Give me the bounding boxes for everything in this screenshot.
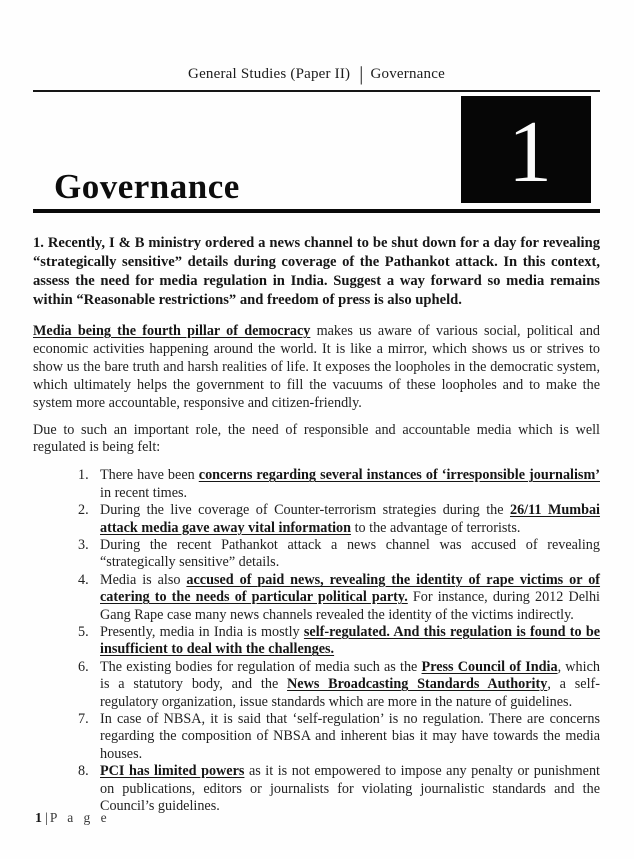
- chapter-number-box: [461, 96, 591, 203]
- list-item-text: There have been concerns regarding several instances of ‘irresponsible journalism’ in recent times.: [100, 467, 600, 501]
- list-item: [78, 659, 600, 711]
- list-item-number: 8.: [78, 763, 89, 780]
- list-item-number: 3.: [78, 536, 89, 553]
- list-item-number: 1.: [78, 467, 89, 484]
- list-item-text: Presently, media in India is mostly self-regulated. And this regulation is found to be insufficient to deal with the challenges.: [100, 624, 601, 658]
- list-item-number: 4.: [78, 571, 89, 588]
- list-item-text: PCI has limited powers as it is not empowered to impose any penalty or punishment on publications, editors or journalists for violating journalistic standards and the Council’s guidelines.: [100, 763, 601, 815]
- list-item: [78, 467, 600, 502]
- list-item-text: During the recent Pathankot attack a news channel was accused of revealing “strategically sensitive” details.: [100, 536, 600, 571]
- list-item-text: Media is also accused of paid news, revealing the identity of rape victims or of catering to the needs of particular political party. For instance, during 2012 Delhi Gang Rape case many news channels revealed the identity of the victims indirectly.: [100, 571, 601, 623]
- chapter-banner: [33, 92, 600, 209]
- footer-label: P a g e: [49, 810, 111, 825]
- list-item-number: 2.: [78, 502, 89, 519]
- list-item-number: 6.: [78, 658, 89, 675]
- list-item: [78, 763, 600, 815]
- footer-page-number: 1: [35, 811, 42, 826]
- chapter-title: Governance: [54, 167, 240, 206]
- footer-separator: |: [45, 811, 48, 826]
- list-item: [78, 624, 600, 659]
- question-text: 1. Recently, I & B ministry ordered a news channel to be shut down for a day for revealing “strategically sensitive” details during coverage of the Pathankot attack. In this context, assess the need for media regulation in India. Suggest a way forward so media remains within “Reasonable restrictions” and freedom of press is also upheld.: [33, 235, 600, 308]
- list-item-text: During the live coverage of Counter-terrorism strategies during the 26/11 Mumbai attack media gave away vital information to the advantage of terrorists.: [100, 502, 600, 536]
- list-item-number: 5.: [78, 624, 89, 640]
- list-item: [78, 502, 600, 537]
- chapter-rule: [33, 209, 600, 213]
- list-item: [78, 711, 600, 763]
- list-item-text: In case of NBSA, it is said that ‘self-regulation’ is no regulation. There are concerns regarding the composition of NBSA and inherent bias it may have towards the media houses.: [100, 711, 600, 762]
- reasons-list: [78, 467, 600, 815]
- header-section: Governance: [370, 66, 445, 82]
- page-content: [0, 63, 634, 815]
- list-item-number: 7.: [78, 711, 89, 728]
- list-item: [78, 572, 600, 624]
- leadin-paragraph: Due to such an important role, the need of responsible and accountable media which is well regulated is being felt:: [33, 421, 600, 456]
- running-header: General Studies (Paper II) | Governance: [188, 63, 445, 85]
- intro-paragraph: Media being the fourth pillar of democracy makes us aware of various social, political and economic activities happening around the world. It is like a mirror, which shows us or strives to show us the bare truth and harsh realities of life. It exposes the loopholes in the democratic system, which ultimately helps the government to fill the vacuums of these loopholes and to make the system more accountable, responsive and citizen-friendly.: [33, 323, 601, 411]
- chapter-number: 1: [508, 103, 552, 201]
- list-item-text: The existing bodies for regulation of media such as the Press Council of India, which is a statutory body, and the News Broadcasting Standards Authority, a self-regulatory organization, issue standards which are more in the nature of guidelines.: [100, 658, 600, 710]
- list-item: [78, 537, 600, 572]
- header-course: General Studies (Paper II): [188, 66, 351, 82]
- page-footer: [35, 810, 110, 827]
